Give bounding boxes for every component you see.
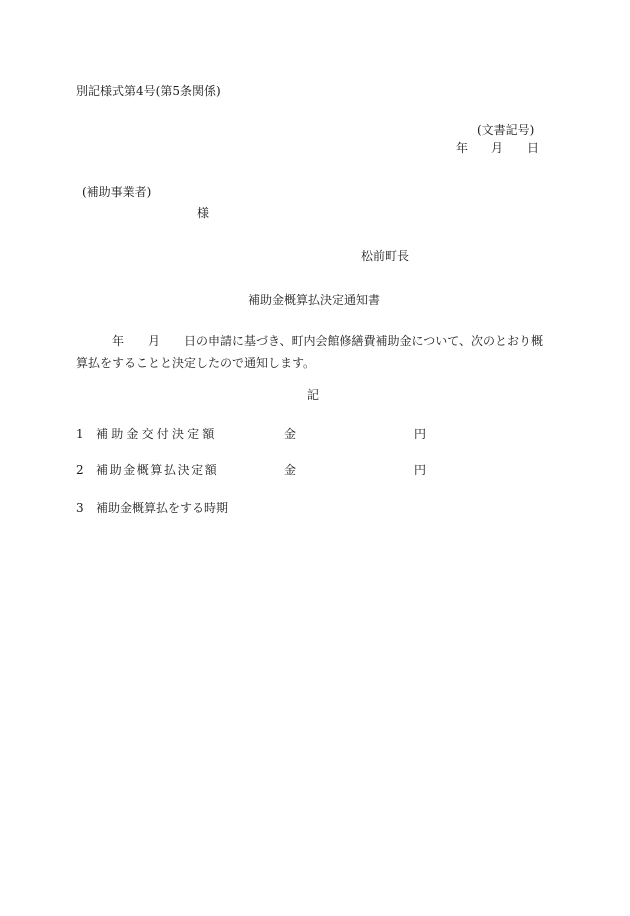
item-label: 補助金概算払をする時期 — [96, 501, 229, 515]
item-yen: 円 — [414, 427, 427, 441]
ki-label: 記 — [307, 388, 320, 402]
document-title: 補助金概算払決定通知書 — [248, 293, 381, 307]
item-number: 3 — [76, 501, 84, 515]
date-month-label: 月 — [491, 141, 504, 155]
item-number: 2 — [76, 463, 84, 477]
recipient-label: (補助事業者) — [82, 185, 152, 199]
form-number-label: 別記様式第4号(第5条関係) — [76, 84, 221, 98]
body-paragraph: 年 月 日の申請に基づき、町内会館修繕費補助金について、次のとおり概算払をすることと決定したので通知します。 — [76, 334, 544, 370]
recipient-honorific: 様 — [197, 206, 210, 220]
item-label: 補助金概算払決定額 — [96, 463, 219, 477]
sender-name: 松前町長 — [361, 249, 410, 263]
document-number-label: (文書記号) — [477, 123, 535, 137]
item-label: 補助金交付決定額 — [96, 427, 218, 441]
item-number: 1 — [76, 427, 84, 441]
date-day-label: 日 — [527, 141, 540, 155]
date-year-label: 年 — [456, 141, 469, 155]
item-kin: 金 — [284, 463, 297, 477]
item-yen: 円 — [414, 463, 427, 477]
item-kin: 金 — [284, 427, 297, 441]
